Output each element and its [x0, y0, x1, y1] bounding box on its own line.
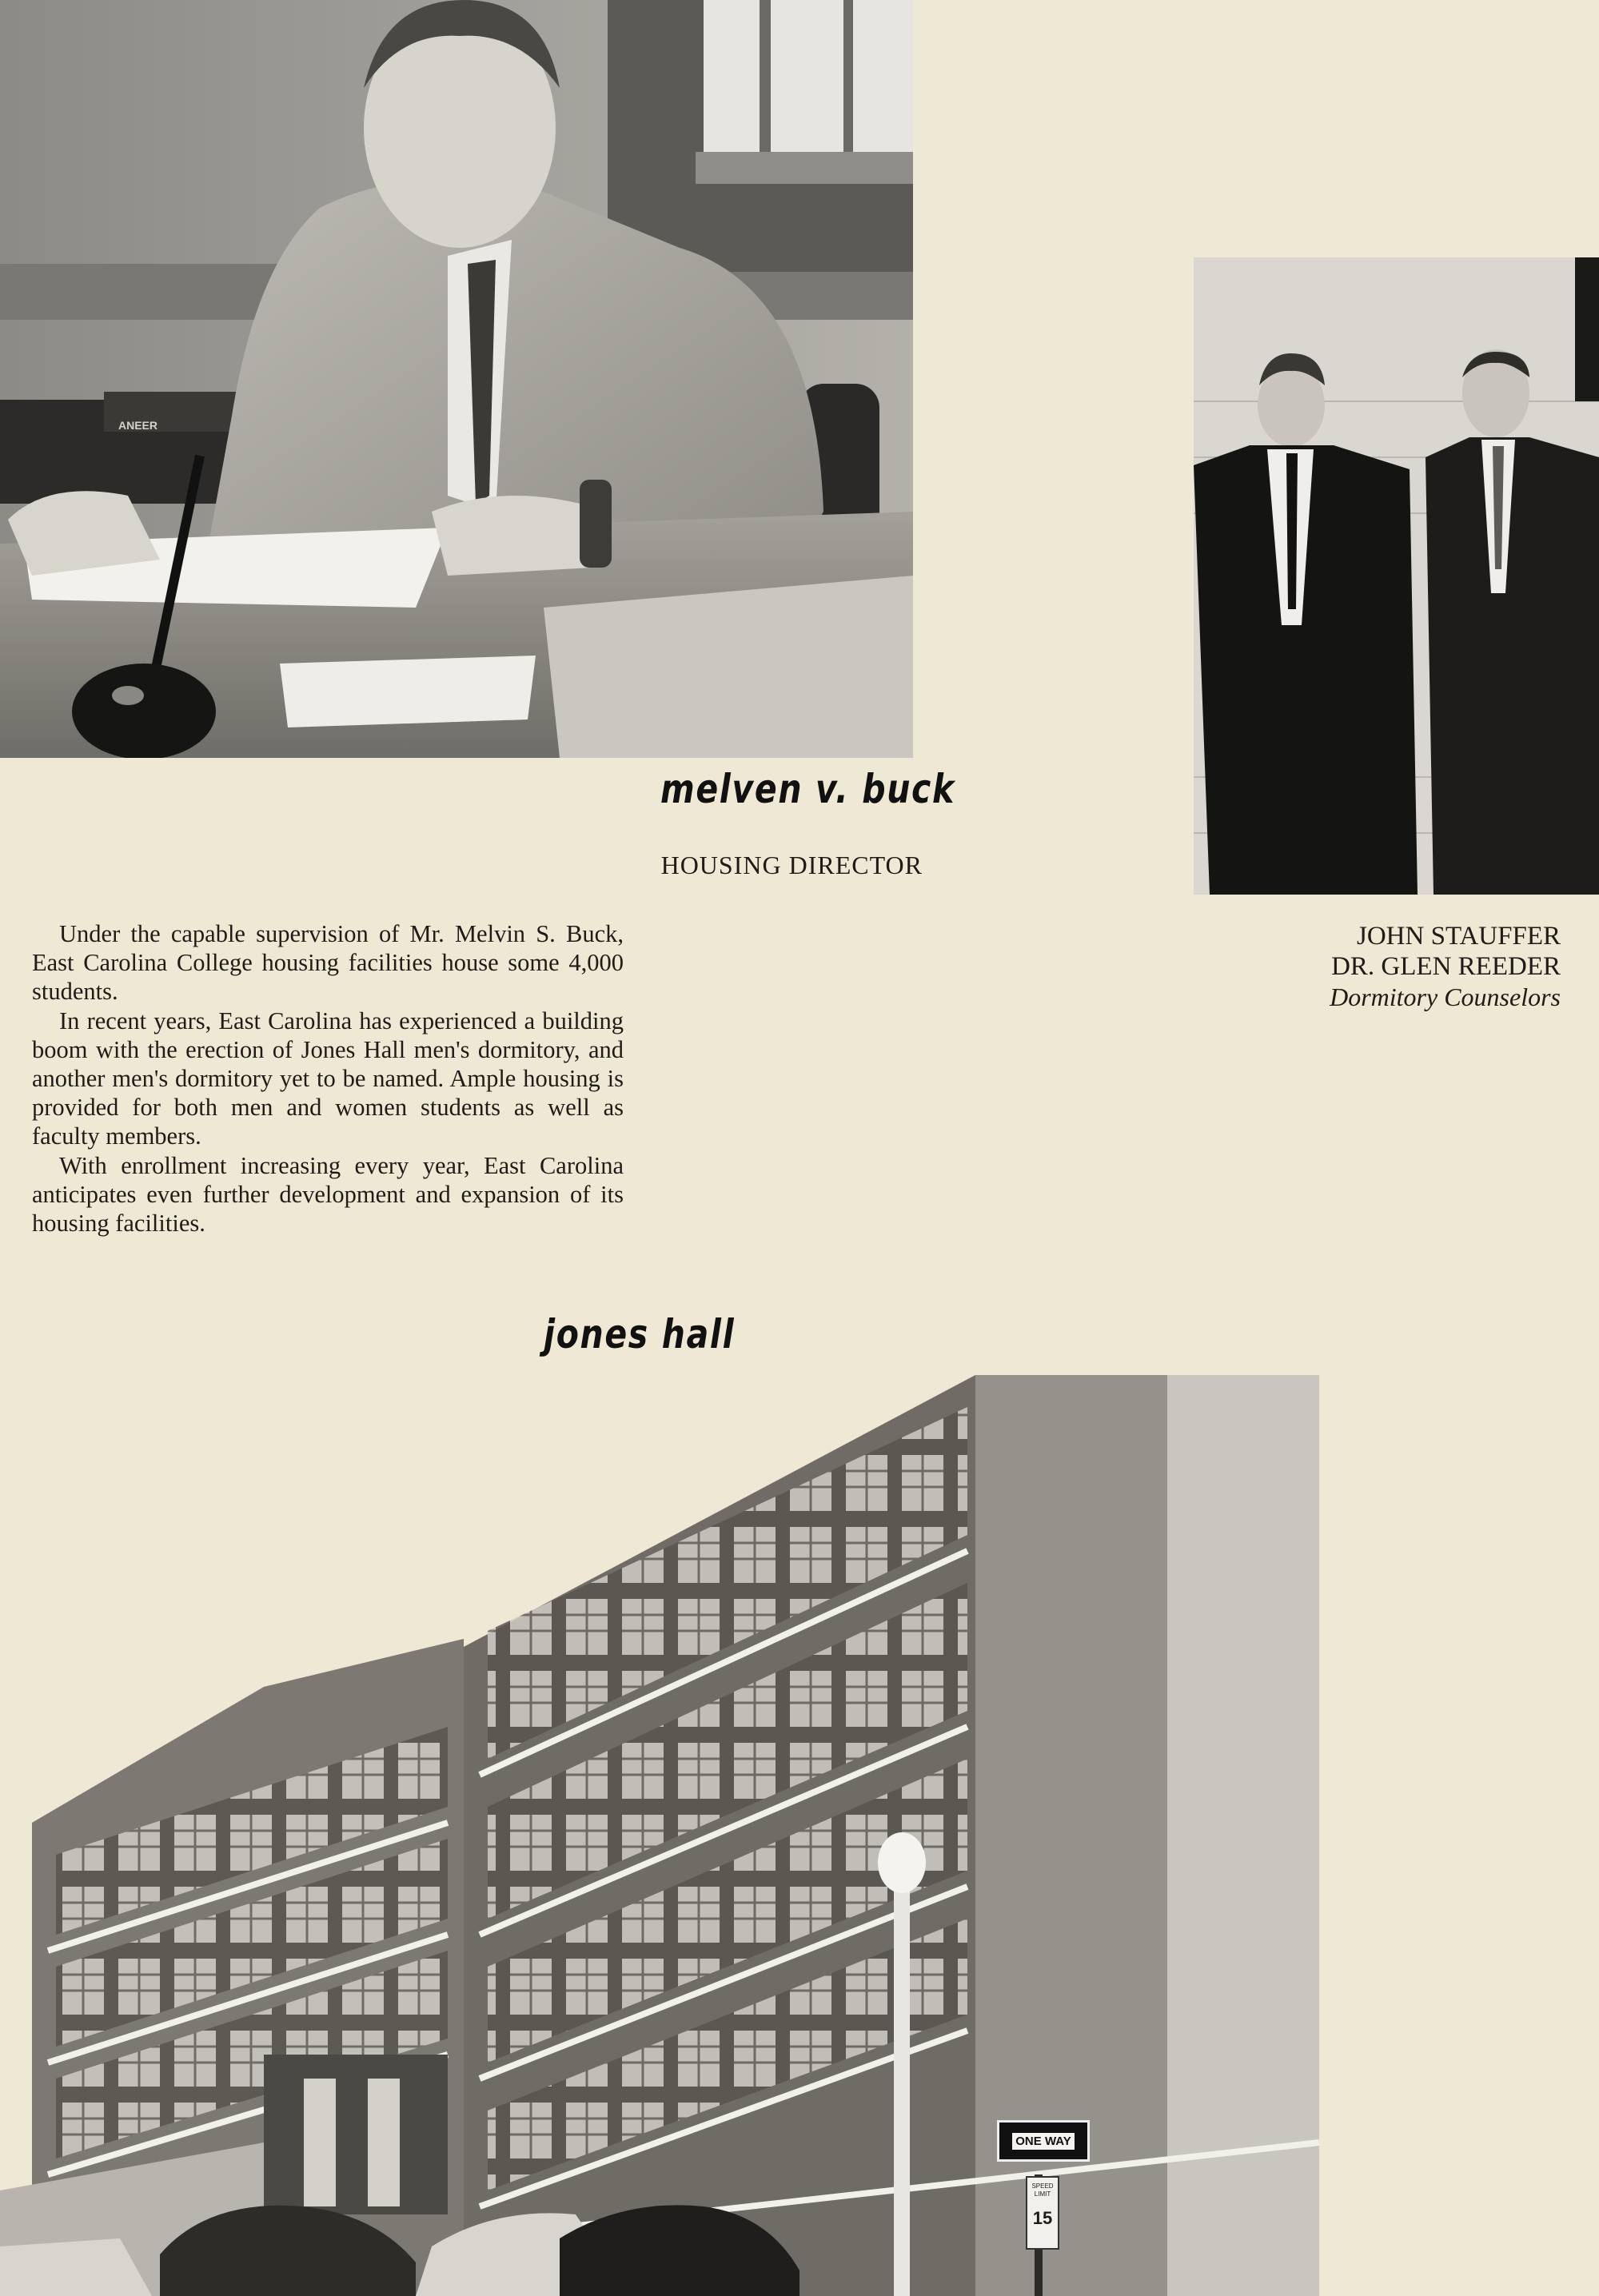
jones-hall-title: jones hall [544, 1311, 736, 1357]
dormitory-counselors-photo [1194, 257, 1599, 895]
housing-director-title: HOUSING DIRECTOR [660, 851, 923, 879]
article-paragraph: Under the capable supervision of Mr. Melvin S. Buck, East Carolina College housing facilities house some 4,000 students. [32, 920, 624, 1006]
speed-limit-value: 15 [1032, 2208, 1053, 2228]
counselor-name: JOHN STAUFFER [1357, 922, 1561, 951]
housing-director-photo [0, 0, 913, 758]
one-way-sign [997, 2120, 1090, 2162]
housing-article [32, 919, 624, 1238]
speed-limit-sign [1026, 2176, 1059, 2250]
article-paragraph: With enrollment increasing every year, East Carolina anticipates even further development and expansion of its housing facilities. [32, 1151, 624, 1238]
one-way-sign-text: ONE WAY [1012, 2133, 1074, 2150]
article-paragraph: In recent years, East Carolina has experienced a building boom with the erection of Jones Hall men's dormitory, and another men's dormitory yet to be named. Ample housing is provided for both men and women students as well as faculty members. [32, 1006, 624, 1150]
counselor-name: DR. GLEN REEDER [1331, 952, 1561, 981]
jones-hall-photo [0, 1375, 1319, 2296]
counselors-caption [1199, 921, 1561, 1012]
housing-director-name: melven v. buck [660, 766, 955, 812]
desk-binder-label: ANEER [118, 419, 158, 432]
speed-limit-label: SPEED LIMIT [1031, 2182, 1054, 2198]
counselors-role: Dormitory Counselors [1330, 983, 1561, 1011]
